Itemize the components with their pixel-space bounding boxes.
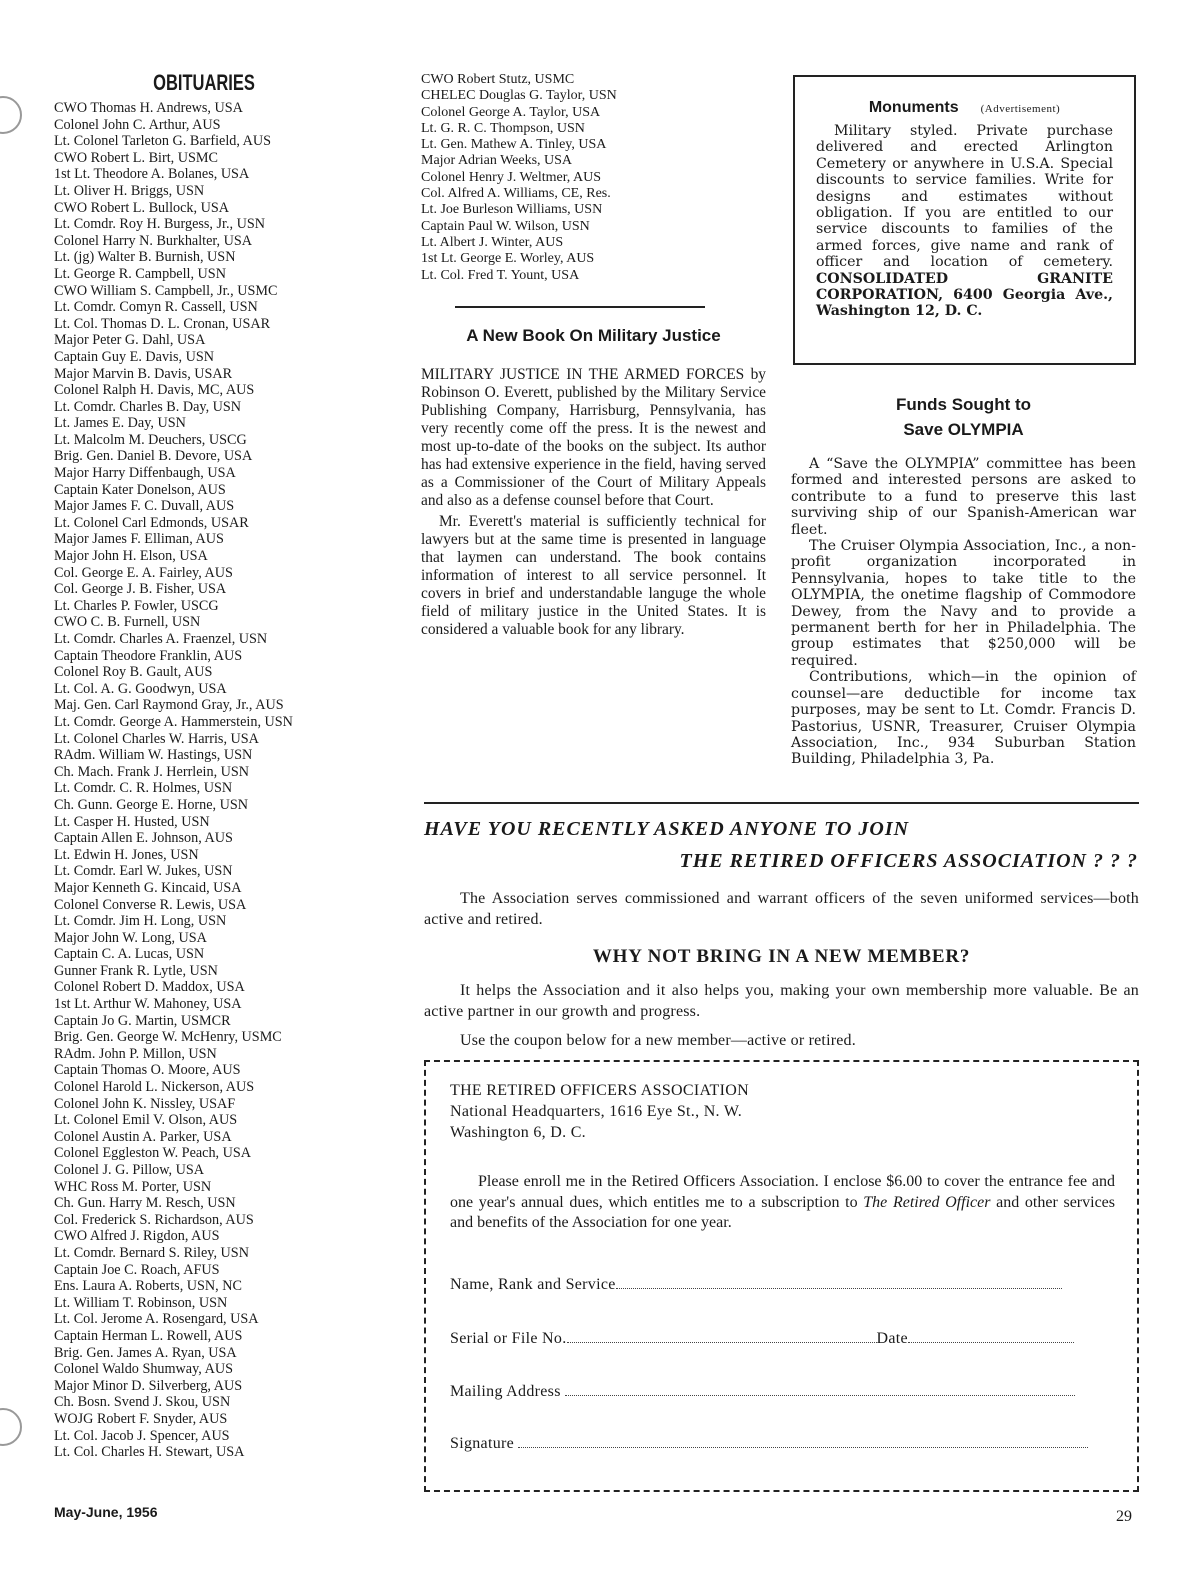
obituary-entry: Colonel Henry J. Weltmer, AUS: [421, 169, 602, 185]
signature-field[interactable]: [450, 1435, 1088, 1453]
obituaries-list-continued: [421, 72, 766, 284]
obituary-entry: Colonel Eggleston W. Peach, USA: [54, 1145, 252, 1162]
obituary-entry: Lt. James E. Day, USN: [54, 415, 186, 432]
obituary-entry: Lt. Colonel Carl Edmonds, USAR: [54, 514, 249, 531]
obituary-entry: Lt. Oliver H. Briggs, USN: [54, 182, 205, 199]
obituary-entry: Lt. Charles P. Fowler, USCG: [54, 597, 219, 614]
obituary-entry: Colonel George A. Taylor, USA: [421, 104, 601, 120]
binder-hole-bottom: [0, 1408, 22, 1446]
obituary-entry: Lt. Col. Jacob J. Spencer, AUS: [54, 1427, 230, 1444]
obituary-entry: Lt. Col. A. G. Goodwyn, USA: [54, 680, 227, 697]
obituary-entry: Brig. Gen. James A. Ryan, USA: [54, 1344, 237, 1361]
obituary-entry: Colonel Waldo Shumway, AUS: [54, 1361, 233, 1378]
obituary-entry: Lt. Comdr. Jim H. Long, USN: [54, 913, 227, 930]
obituary-entry: Colonel John C. Arthur, AUS: [54, 116, 221, 133]
coupon-address1: National Headquarters, 1616 Eye St., N. W.: [450, 1103, 743, 1120]
obituary-entry: Major Kenneth G. Kincaid, USA: [54, 879, 242, 896]
obituary-entry: Colonel Roy B. Gault, AUS: [54, 664, 213, 681]
obituary-entry: Captain Allen E. Johnson, AUS: [54, 830, 233, 847]
issue-date: May-June, 1956: [54, 1504, 158, 1520]
book-article-para2: Mr. Everett's material is sufficiently technical for lawyers but at the same time is presented in language that laymen can understand. The book contains information of interest to all service personnel. It covers in brief and understandable languge the whole field of military justice in the United States. It is considered a valuable book for any library.: [421, 512, 766, 638]
obituary-entry: Lt. Comdr. Bernard S. Riley, USN: [54, 1244, 249, 1261]
obituary-entry: Gunner Frank R. Lytle, USN: [54, 962, 218, 979]
obituary-entry: Lt. Comdr. C. R. Holmes, USN: [54, 780, 233, 797]
obituary-entry: CWO Robert Stutz, USMC: [421, 72, 575, 87]
obituary-entry: Lt. Col. Fred T. Yount, USA: [421, 267, 580, 283]
obituary-entry: Ens. Laura A. Roberts, USN, NC: [54, 1278, 242, 1295]
obituaries-column: [54, 70, 354, 1461]
coupon-org: THE RETIRED OFFICERS ASSOCIATION: [450, 1082, 749, 1099]
ad-title: Monuments: [868, 99, 959, 116]
obituary-entry: Lt. Col. Thomas D. L. Cronan, USAR: [54, 315, 271, 332]
obituary-entry: RAdm. William W. Hastings, USN: [54, 747, 253, 764]
obituary-entry: CWO Robert L. Birt, USMC: [54, 149, 218, 166]
obituary-entry: CWO Alfred J. Rigdon, AUS: [54, 1228, 220, 1245]
olympia-title-line1: Funds Sought to: [895, 395, 1032, 414]
obituary-entry: Major Marvin B. Davis, USAR: [54, 365, 233, 382]
obituary-entry: 1st Lt. Arthur W. Mahoney, USA: [54, 996, 242, 1013]
obituary-entry: Major John H. Elson, USA: [54, 548, 208, 565]
obituary-entry: Colonel Converse R. Lewis, USA: [54, 896, 247, 913]
obituary-entry: Major James F. C. Duvall, AUS: [54, 498, 235, 515]
obituary-entry: Brig. Gen. George W. McHenry, USMC: [54, 1029, 282, 1046]
obituary-entry: Col. George E. A. Fairley, AUS: [54, 564, 233, 581]
obituary-entry: WHC Ross M. Porter, USN: [54, 1178, 212, 1195]
signature-line[interactable]: [518, 1447, 1088, 1448]
obituary-entry: Major James F. Elliman, AUS: [54, 531, 224, 548]
obituary-entry: Captain Theodore Franklin, AUS: [54, 647, 243, 664]
obituary-entry: Lt. William T. Robinson, USN: [54, 1294, 228, 1311]
ad-body: Military styled. Private purchase delivered and erected Arlington Cemetery or anywhere in U.S.A. Special discounts to service families. Write for designs and estimates without obligation. If you are entitled to our service discounts to families of the armed forces, give name and rank of officer and location of cemetery.: [816, 123, 1113, 271]
obituary-entry: Lt. Albert J. Winter, AUS: [421, 234, 564, 250]
obituary-entry: Lt. Comdr. George A. Hammerstein, USN: [54, 713, 293, 730]
obituary-entry: Major Harry Diffenbaugh, USA: [54, 465, 236, 482]
obituary-entry: Lt. Colonel Charles W. Harris, USA: [54, 730, 259, 747]
name-rank-service-label: Name, Rank and Service: [450, 1276, 616, 1293]
middle-column: [421, 72, 766, 639]
recruit-coupon-note: Use the coupon below for a new member—active or retired.: [460, 1032, 856, 1049]
obituary-entry: Lt. Casper H. Husted, USN: [54, 813, 210, 830]
obituary-entry: Captain Herman L. Rowell, AUS: [54, 1327, 243, 1344]
obituary-entry: Lt. Gen. Mathew A. Tinley, USA: [421, 137, 607, 153]
obituary-entry: Major Minor D. Silverberg, AUS: [54, 1377, 243, 1394]
coupon-text-after: and other services and benefits of the Association for one year.: [450, 1193, 1116, 1231]
obituary-entry: Captain Paul W. Wilson, USN: [421, 218, 590, 234]
obituary-entry: Maj. Gen. Carl Raymond Gray, Jr., AUS: [54, 697, 284, 714]
obituary-entry: Brig. Gen. Daniel B. Devore, USA: [54, 448, 253, 465]
recruit-headline1: HAVE YOU RECENTLY ASKED ANYONE TO JOIN: [424, 818, 910, 840]
name-rank-service-line[interactable]: [616, 1288, 1062, 1289]
obituary-entry: CWO Thomas H. Andrews, USA: [54, 100, 243, 116]
date-line[interactable]: [908, 1342, 1074, 1343]
obituary-entry: Captain Guy E. Davis, USN: [54, 348, 214, 365]
obituary-entry: Lt. Joe Burleson Williams, USN: [421, 202, 603, 218]
membership-coupon: [424, 1060, 1139, 1492]
obituary-entry: Lt. Comdr. Roy H. Burgess, Jr., USN: [54, 216, 265, 233]
ad-label: (Advertisement): [980, 103, 1061, 115]
obituary-entry: 1st Lt. George E. Worley, AUS: [421, 251, 595, 267]
divider: [455, 306, 705, 308]
mailing-address-line[interactable]: [565, 1395, 1075, 1396]
mailing-address-field[interactable]: [450, 1383, 1075, 1401]
date-label: Date: [876, 1330, 908, 1347]
obituary-entry: Captain C. A. Lucas, USN: [54, 946, 205, 963]
obituary-entry: Ch. Mach. Frank J. Herrlein, USN: [54, 763, 250, 780]
obituary-entry: Major Peter G. Dahl, USA: [54, 332, 206, 349]
serial-date-field[interactable]: [450, 1330, 1074, 1348]
obituary-entry: Colonel Ralph H. Davis, MC, AUS: [54, 382, 255, 399]
book-article-title: A New Book On Military Justice: [466, 325, 721, 345]
signature-label: Signature: [450, 1435, 515, 1452]
page-number: 29: [1116, 1508, 1132, 1525]
obituary-entry: Captain Kater Donelson, AUS: [54, 481, 226, 498]
ad-company: CONSOLIDATED GRANITE CORPORATION, 6400 Georgia Ave., Washington 12, D. C.: [816, 270, 1113, 320]
olympia-title-line2: Save OLYMPIA: [903, 420, 1024, 439]
recruit-intro: The Association serves commissioned and warrant officers of the seven uniformed services—both active and retired.: [424, 890, 1139, 928]
binder-hole-top: [0, 96, 22, 134]
olympia-article: [791, 392, 1136, 768]
obituary-entry: Lt. Comdr. Charles B. Day, USN: [54, 398, 242, 415]
obituary-entry: Lt. George R. Campbell, USN: [54, 265, 226, 282]
publication-name: The Retired Officer: [863, 1193, 991, 1211]
obituaries-title: OBITUARIES: [153, 70, 255, 95]
obituary-entry: Lt. Comdr. Charles A. Fraenzel, USN: [54, 631, 268, 647]
coupon-address: [450, 1080, 749, 1143]
coupon-address2: Washington 6, D. C.: [450, 1124, 586, 1141]
obituary-entry: CHELEC Douglas G. Taylor, USN: [421, 88, 617, 104]
obituary-entry: CWO C. B. Furnell, USN: [54, 614, 201, 631]
obituary-entry: Captain Jo G. Martin, USMCR: [54, 1012, 231, 1029]
obituary-entry: Ch. Gunn. George E. Horne, USN: [54, 796, 249, 813]
obituary-entry: Colonel Robert D. Maddox, USA: [54, 979, 245, 996]
obituary-entry: Lt. Colonel Tarleton G. Barfield, AUS: [54, 133, 272, 150]
obituary-entry: Col. Alfred A. Williams, CE, Res.: [421, 186, 611, 202]
obituary-entry: Col. Frederick S. Richardson, AUS: [54, 1211, 254, 1228]
obituary-entry: Major Adrian Weeks, USA: [421, 153, 573, 169]
obituary-entry: Col. George J. B. Fisher, USA: [54, 581, 227, 598]
monuments-advertisement: [793, 75, 1136, 365]
ad-title-row: [816, 99, 1113, 117]
recruit-subhead: WHY NOT BRING IN A NEW MEMBER?: [592, 946, 971, 967]
section-divider: [424, 802, 1139, 804]
coupon-text-before: Please enroll me in the Retired Officers Association. I enclose $6.00 to cover the entrance fee and one year's annual dues, which entitles me to a subscription to: [450, 1173, 1115, 1211]
obituary-entry: Ch. Bosn. Svend J. Skou, USN: [54, 1394, 231, 1411]
mailing-address-label: Mailing Address: [450, 1383, 561, 1400]
olympia-para1: A “Save the OLYMPIA” committee has been formed and interested persons are asked to contribute to a fund to preserve this last surviving ship of our Spanish-American war fleet.: [791, 456, 1136, 538]
recruit-para: It helps the Association and it also helps you, making your own membership more valuable. Be an active partner in our growth and progress.: [424, 982, 1139, 1020]
serial-label: Serial or File No.: [450, 1330, 567, 1347]
obituary-entry: Colonel Harry N. Burkhalter, USA: [54, 232, 253, 249]
obituary-entry: WOJG Robert F. Snyder, AUS: [54, 1410, 228, 1427]
obituary-entry: Colonel John K. Nissley, USAF: [54, 1095, 236, 1112]
olympia-para3: Contributions, which—in the opinion of counsel—are deductible for income tax purposes, may be sent to Lt. Comdr. Francis D. Pastorius, USNR, Treasurer, Cruiser Olympia Association, Inc., 934 Suburban Station Building, Philadelphia 3, Pa.: [791, 669, 1136, 768]
obituary-entry: Major John W. Long, USA: [54, 929, 207, 946]
obituary-entry: RAdm. John P. Millon, USN: [54, 1045, 217, 1062]
obituary-entry: Captain Thomas O. Moore, AUS: [54, 1062, 241, 1079]
obituary-entry: CWO William S. Campbell, Jr., USMC: [54, 282, 278, 299]
obituary-entry: Lt. Comdr. Earl W. Jukes, USN: [54, 863, 233, 880]
olympia-title: [791, 392, 1136, 442]
obituary-entry: Lt. G. R. C. Thompson, USN: [421, 120, 585, 136]
obituary-entry: Lt. Edwin H. Jones, USN: [54, 846, 199, 863]
obituary-entry: Colonel Harold L. Nickerson, AUS: [54, 1079, 255, 1096]
serial-line[interactable]: [567, 1342, 877, 1343]
obituary-entry: Lt. Col. Jerome A. Rosengard, USA: [54, 1311, 259, 1328]
obituary-entry: Lt. Malcolm M. Deuchers, USCG: [54, 431, 247, 448]
obituary-entry: Colonel J. G. Pillow, USA: [54, 1162, 205, 1178]
olympia-para2: The Cruiser Olympia Association, Inc., a non-profit organization incorporated in Pennsylvania, hopes to take title to the OLYMPIA, the onetime flagship of Commodore Dewey, from the Navy and to provide a permanent berth for her in Philadelphia. The group estimates that $250,000 will be required.: [791, 538, 1136, 669]
obituary-entry: Lt. (jg) Walter B. Burnish, USN: [54, 249, 236, 266]
obituary-entry: Lt. Col. Charles H. Stewart, USA: [54, 1444, 245, 1461]
obituary-entry: Lt. Comdr. Comyn R. Cassell, USN: [54, 299, 258, 316]
obituary-entry: Lt. Colonel Emil V. Olson, AUS: [54, 1112, 238, 1129]
obituary-entry: Captain Joe C. Roach, AFUS: [54, 1261, 220, 1278]
ad-text: [816, 123, 1113, 320]
coupon-enroll-text: [450, 1172, 1115, 1234]
book-article-para1: MILITARY JUSTICE IN THE ARMED FORCES by Robinson O. Everett, published by the Military Service Publishing Company, Harrisburg, Pennsylvania, has very recently come off the press. It is the newest and most up-to-date of the books on the subject. Its author has had extensive experience in the field, having served as a Commissioner of the Court of Military Appeals and also as a defense counsel before that Court.: [421, 365, 766, 509]
obituary-entry: CWO Robert L. Bullock, USA: [54, 199, 229, 216]
obituaries-list: [54, 100, 354, 1461]
recruit-headline2: THE RETIRED OFFICERS ASSOCIATION ? ? ?: [679, 850, 1138, 872]
obituary-entry: 1st Lt. Theodore A. Bolanes, USA: [54, 166, 250, 183]
obituary-entry: Colonel Austin A. Parker, USA: [54, 1128, 232, 1145]
name-rank-service-field[interactable]: [450, 1276, 1062, 1294]
obituary-entry: Ch. Gun. Harry M. Resch, USN: [54, 1195, 236, 1212]
